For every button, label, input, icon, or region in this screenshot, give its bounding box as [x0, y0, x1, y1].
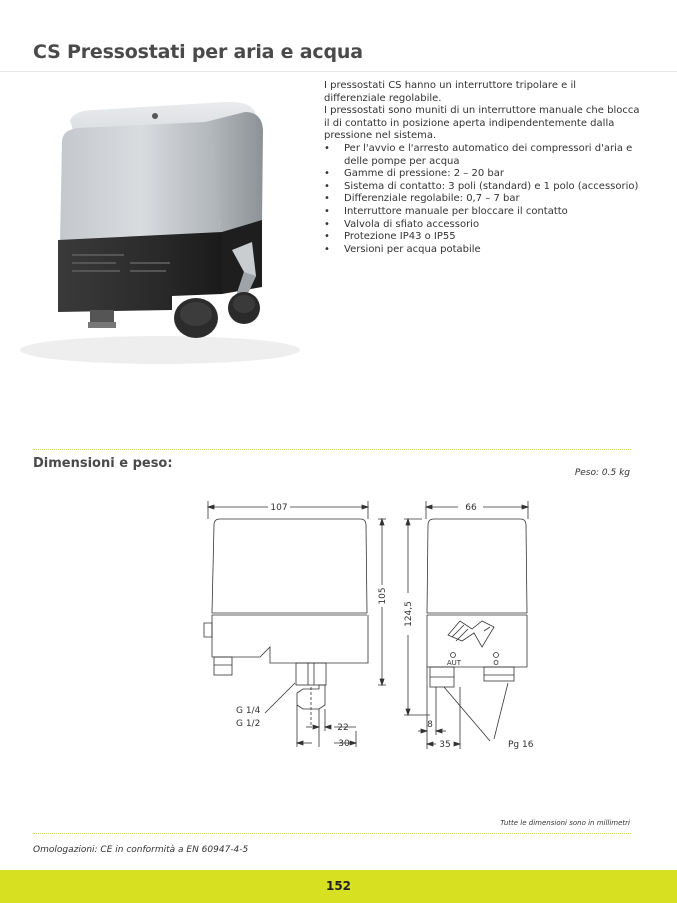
dim-label-width-side: 66 [465, 503, 477, 513]
section-divider [33, 449, 631, 450]
list-item: • Valvola di sfiato accessorio [324, 219, 640, 232]
side-view [404, 501, 528, 749]
dim-label-30: 30 [338, 739, 350, 749]
dim-label-8: 8 [427, 720, 433, 730]
list-item: • Interruttore manuale per bloccare il contatto [324, 206, 640, 219]
cable-gland-label: Pg 16 [508, 740, 534, 750]
dim-label-height-body: 105 [378, 587, 388, 605]
dim-label-width-front: 107 [270, 503, 288, 513]
dim-label-22: 22 [337, 723, 349, 733]
approvals-text: Omologazioni: CE in conformità a EN 60947-4-5 [33, 845, 249, 855]
page-title: CS Pressostati per aria e acqua [33, 41, 363, 63]
title-divider [0, 71, 677, 72]
section-divider [33, 833, 631, 834]
list-item: • Differenziale regolabile: 0,7 – 7 bar [324, 193, 640, 206]
thread-label: G 1/4 [236, 706, 261, 716]
front-view [204, 501, 386, 747]
switch-aut-label: AUT [446, 659, 462, 667]
dimensions-heading: Dimensioni e peso: [33, 456, 173, 471]
intro-paragraph: I pressostati CS hanno un interruttore tripolare e il differenziale regolabile. [324, 80, 577, 104]
feature-list [324, 143, 640, 256]
product-image [0, 82, 318, 372]
list-item: • Protezione IP43 o IP55 [324, 231, 640, 244]
list-item: • Sistema di contatto: 3 poli (standard) e 1 polo (accessorio) [324, 181, 640, 194]
list-item: • Versioni per acqua potabile [324, 244, 640, 257]
dim-label-35: 35 [439, 740, 451, 750]
switch-off-label: O [493, 659, 499, 667]
page-footer [0, 870, 677, 903]
page-number: 152 [325, 879, 352, 893]
dimension-drawing [178, 495, 548, 765]
dim-label-height-total: 124,5 [404, 601, 414, 627]
list-item: • Per l'avvio e l'arresto automatico dei compressori d'aria e delle pompe per acqua [324, 143, 640, 168]
thread-label: G 1/2 [236, 719, 261, 729]
dimensions-note: Tutte le dimensioni sono in millimetri [500, 819, 630, 827]
weight-value: Peso: 0.5 kg [574, 468, 630, 478]
intro-paragraph: I pressostati sono muniti di un interruttore manuale che blocca il di contatto in posizione aperta indipendentemente dalla pressione nel sistema. [324, 105, 640, 142]
product-description [324, 80, 640, 256]
list-item: • Gamme di pressione: 2 – 20 bar [324, 168, 640, 181]
